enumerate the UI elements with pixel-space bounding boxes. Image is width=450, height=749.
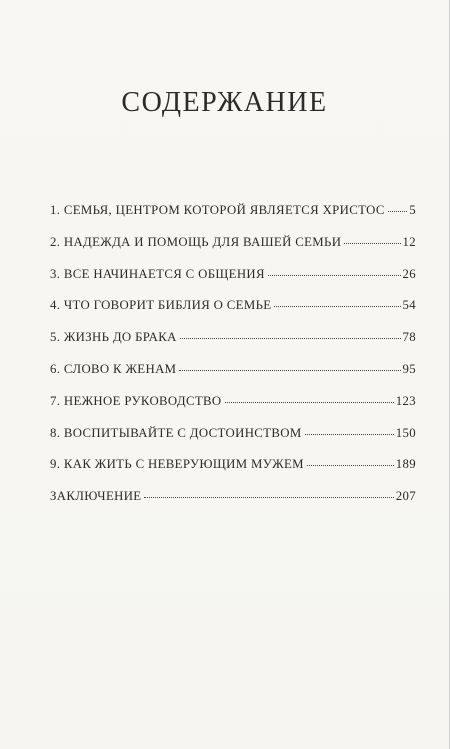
toc-entry-page: 78 xyxy=(402,330,416,345)
page-title: СОДЕРЖАНИЕ xyxy=(121,87,328,118)
dot-leader xyxy=(144,497,393,498)
toc-entry xyxy=(50,490,416,522)
toc-entry xyxy=(50,395,416,427)
toc-entry-title: 6. СЛОВО К ЖЕНАМ xyxy=(50,361,177,376)
toc-entry-title: ЗАКЛЮЧЕНИЕ xyxy=(50,489,142,504)
toc-entry-title: 1. СЕМЬЯ, ЦЕНТРОМ КОТОРОЙ ЯВЛЯЕТСЯ ХРИСТОС xyxy=(50,203,385,217)
toc-entry xyxy=(50,363,416,395)
toc-entry-title: 5. ЖИЗНЬ ДО БРАКА xyxy=(50,330,177,345)
toc-entry xyxy=(50,204,416,236)
dot-leader xyxy=(225,402,394,403)
toc-entry-page: 189 xyxy=(395,457,416,472)
toc-entry-page: 150 xyxy=(395,425,416,440)
toc-entry xyxy=(50,299,416,331)
toc-entry-title: 4. ЧТО ГОВОРИТ БИБЛИЯ О СЕМЬЕ xyxy=(50,298,272,313)
toc-entry xyxy=(50,458,416,490)
dot-leader xyxy=(305,434,394,435)
table-of-contents xyxy=(50,204,416,522)
toc-entry-page: 26 xyxy=(402,266,416,281)
dot-leader xyxy=(180,338,401,339)
toc-entry xyxy=(50,427,416,459)
dot-leader xyxy=(179,370,400,371)
toc-entry-page: 207 xyxy=(395,489,416,504)
toc-entry-page: 95 xyxy=(402,361,416,376)
toc-entry xyxy=(50,268,416,300)
dot-leader xyxy=(344,243,400,244)
toc-entry xyxy=(50,331,416,363)
toc-entry-page: 54 xyxy=(402,298,416,313)
toc-entry xyxy=(50,236,416,268)
toc-entry-page: 5 xyxy=(409,203,416,217)
dot-leader xyxy=(307,465,394,466)
toc-entry-title: 7. НЕЖНОЕ РУКОВОДСТВО xyxy=(50,393,222,408)
toc-entry-title: 9. КАК ЖИТЬ С НЕВЕРУЮЩИМ МУЖЕМ xyxy=(50,457,304,472)
toc-entry-title: 8. ВОСПИТЫВАЙТЕ С ДОСТОИНСТВОМ xyxy=(50,425,302,440)
toc-entry-title: 3. ВСЕ НАЧИНАЕТСЯ С ОБЩЕНИЯ xyxy=(50,266,265,281)
dot-leader xyxy=(388,211,407,212)
dot-leader xyxy=(268,275,401,276)
toc-entry-page: 12 xyxy=(402,234,416,249)
toc-entry-page: 123 xyxy=(395,393,416,408)
dot-leader xyxy=(274,306,400,307)
toc-entry-title: 2. НАДЕЖДА И ПОМОЩЬ ДЛЯ ВАШЕЙ СЕМЬИ xyxy=(50,234,342,249)
